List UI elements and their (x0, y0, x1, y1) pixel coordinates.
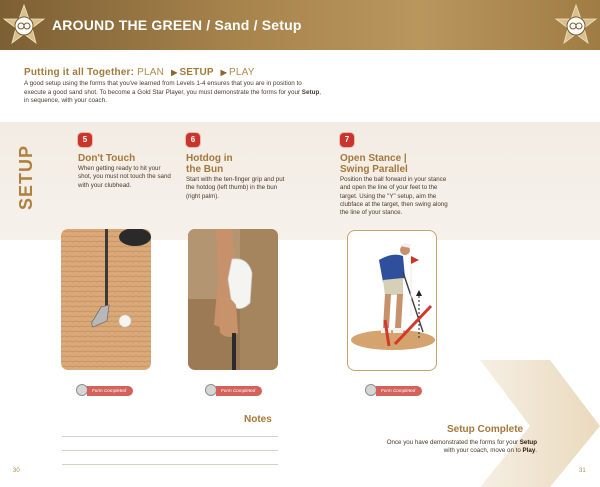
heading-setup: SETUP (179, 67, 214, 78)
page-number-right: 31 (579, 468, 586, 474)
intro-text-bold: Setup (301, 88, 320, 96)
page-title: AROUND THE GREEN / Sand / Setup (52, 17, 302, 33)
step-title-line: Open Stance | (340, 153, 407, 164)
step-title (340, 153, 450, 175)
note-line[interactable] (62, 464, 278, 465)
step-number-badge: 5 (78, 133, 92, 147)
setup-complete-text (350, 439, 537, 456)
step-title (78, 153, 174, 164)
form-completed-label: Form Completed (376, 386, 422, 396)
heading-prefix: Putting it all Together: (24, 67, 135, 78)
step-description: Start with the ten-finger grip and put the hotdog (left thumb) in the bun (right palm). (186, 176, 285, 200)
intro-section (24, 67, 564, 106)
step-number-badge: 6 (186, 133, 200, 147)
step-title-line: Hotdog in (186, 153, 233, 164)
intro-text-part: , in sequence, with your coach. (24, 88, 322, 105)
sc-text-part: . (535, 447, 537, 455)
note-line[interactable] (62, 436, 278, 437)
notes-title: Notes (244, 414, 272, 425)
step-title-line: Don't Touch (78, 153, 136, 164)
heading-plan: PLAN (137, 67, 165, 78)
step-title-line: the Bun (186, 164, 224, 175)
gold-star-logo-icon (2, 4, 46, 46)
intro-text-part: A good setup using the forms that you've learned from Levels 1-4 ensures that you are in position to execute a good sand shot. To become a Gold Star Player, you must demonstrate the forms for your (24, 80, 302, 96)
step-title (186, 153, 288, 175)
sc-text-part: Once you have demonstrated the forms for your (386, 439, 520, 446)
heading-play: PLAY (228, 67, 255, 78)
step-number-badge: 7 (340, 133, 354, 147)
arrow-right-icon: ▶ (171, 68, 178, 77)
sc-text-bold: Setup (519, 439, 537, 446)
photo-clubhead-sand (61, 229, 151, 370)
photo-open-stance (349, 236, 435, 352)
intro-heading (24, 67, 564, 78)
step-description: Position the ball forward in your stance and open the line of your feet to the target. Using the "Y" setup, aim the clubface at the target, then swing along the line of your stance. (340, 176, 448, 217)
step-5 (78, 133, 174, 190)
form-completed-label: Form Completed (87, 386, 133, 396)
arrow-right-icon: ▶ (220, 68, 227, 77)
gold-star-logo-icon (554, 4, 598, 46)
form-completed-label: Form Completed (216, 386, 262, 396)
photo-grip-hands (188, 229, 278, 370)
step-7 (340, 133, 450, 217)
sc-text-part: with your coach, move on to (443, 447, 523, 455)
page-number-left: 30 (13, 468, 20, 474)
section-label: SETUP (16, 144, 36, 210)
setup-complete-title: Setup Complete (447, 424, 524, 435)
header-band (0, 0, 600, 50)
step-6 (186, 133, 288, 201)
step-description: When getting ready to hit your shot, you must not touch the sand with your clubhead. (78, 165, 171, 189)
intro-text (24, 80, 324, 106)
step-title-line: Swing Parallel (340, 164, 408, 175)
note-line[interactable] (62, 450, 278, 451)
sc-text-bold: Play (522, 447, 536, 455)
